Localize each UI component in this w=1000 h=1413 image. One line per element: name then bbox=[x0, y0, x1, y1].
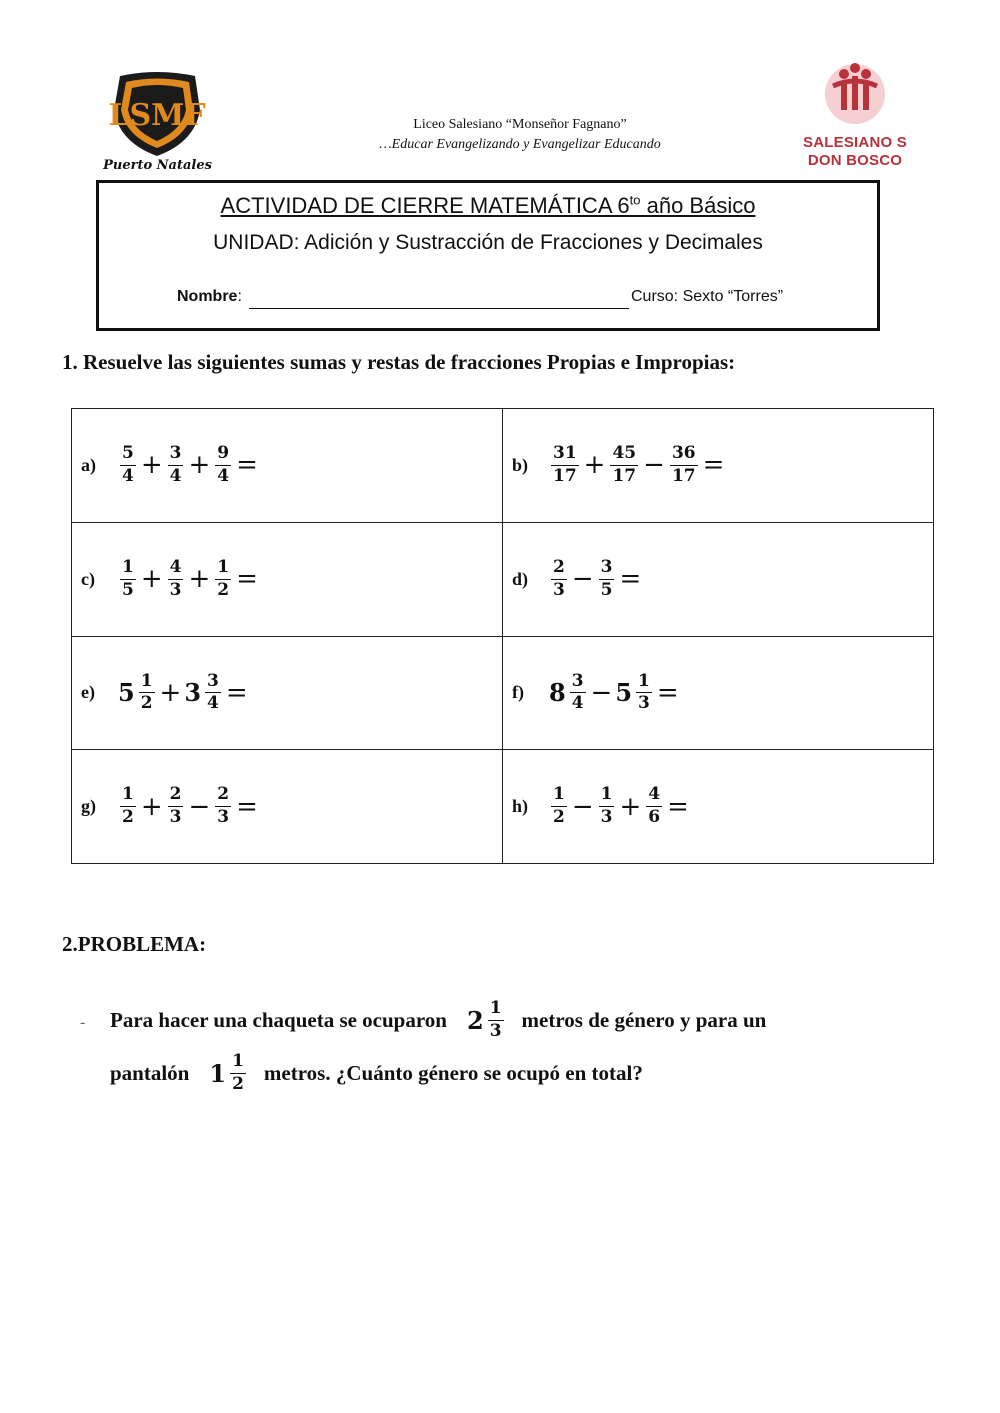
fraction bbox=[120, 556, 136, 600]
numerator: 1 bbox=[120, 786, 136, 807]
name-label bbox=[177, 288, 242, 306]
numerator: 3 bbox=[205, 673, 221, 694]
numerator: 1 bbox=[488, 1000, 504, 1021]
numerator: 3 bbox=[168, 445, 184, 466]
operator: − bbox=[188, 791, 211, 822]
math-expression bbox=[547, 556, 642, 600]
fraction bbox=[636, 670, 652, 714]
school-motto: …Educar Evangelizando y Evangelizar Educando bbox=[379, 137, 661, 152]
operator: + bbox=[159, 677, 182, 708]
denominator: 4 bbox=[207, 693, 219, 714]
fraction bbox=[670, 445, 698, 486]
operator: + bbox=[619, 791, 642, 822]
numerator: 1 bbox=[139, 673, 155, 694]
exercise-item bbox=[512, 445, 933, 486]
numerator: 4 bbox=[646, 786, 662, 807]
denominator: 2 bbox=[232, 1073, 244, 1094]
exercise-cell bbox=[72, 636, 503, 750]
whole-number: 5 bbox=[615, 678, 633, 708]
fraction bbox=[610, 445, 638, 486]
problem-line-2 bbox=[110, 1043, 643, 1103]
operator: − bbox=[643, 450, 665, 481]
operator: = bbox=[656, 677, 679, 708]
operator: = bbox=[225, 677, 248, 708]
problem-text-1a: Para hacer una chaqueta se ocuparon bbox=[110, 1007, 447, 1032]
math-expression bbox=[116, 556, 259, 600]
bullet-dash: - bbox=[80, 1014, 86, 1031]
numerator: 5 bbox=[120, 445, 136, 466]
denominator: 17 bbox=[553, 465, 577, 486]
operator: = bbox=[236, 791, 258, 822]
fraction bbox=[488, 997, 504, 1041]
exercise-cell bbox=[72, 750, 503, 864]
numerator: 1 bbox=[120, 559, 136, 580]
org-name-line2: DON BOSCO bbox=[807, 152, 903, 169]
fraction bbox=[599, 556, 615, 600]
school-name: Liceo Salesiano “Monseñor Fagnano” bbox=[413, 117, 627, 132]
numerator: 4 bbox=[168, 559, 184, 580]
crest-caption: Puerto Natales bbox=[103, 158, 212, 173]
denominator: 3 bbox=[169, 807, 182, 828]
operator: = bbox=[236, 450, 258, 481]
whole-number: 1 bbox=[209, 1058, 227, 1088]
operator: − bbox=[590, 677, 613, 708]
numerator: 3 bbox=[570, 673, 586, 694]
salesianos-logo bbox=[795, 62, 915, 172]
operator: = bbox=[619, 564, 642, 595]
math-expression bbox=[116, 670, 249, 714]
denominator: 2 bbox=[122, 807, 134, 828]
activity-title bbox=[99, 193, 877, 219]
exercise-table bbox=[71, 408, 934, 864]
denominator: 17 bbox=[612, 465, 637, 486]
numerator: 31 bbox=[551, 445, 579, 466]
fraction bbox=[230, 1050, 246, 1094]
problem-text-1b: metros de género y para un bbox=[521, 1007, 767, 1032]
denominator: 3 bbox=[600, 807, 613, 828]
denominator: 3 bbox=[638, 693, 650, 714]
denominator: 3 bbox=[217, 807, 230, 828]
operator: + bbox=[140, 791, 163, 822]
fraction bbox=[168, 445, 184, 486]
section2-heading: 2.PROBLEMA: bbox=[62, 932, 207, 956]
denominator: 5 bbox=[600, 579, 613, 600]
denominator: 2 bbox=[140, 693, 153, 714]
denominator: 2 bbox=[553, 807, 565, 828]
crest-shield-icon bbox=[100, 70, 215, 160]
operator: − bbox=[571, 564, 594, 595]
math-expression bbox=[547, 445, 725, 486]
numerator: 3 bbox=[599, 559, 615, 580]
math-expression bbox=[116, 445, 259, 486]
exercise-item bbox=[81, 556, 502, 600]
whole-number: 3 bbox=[184, 678, 202, 708]
problem-line-1 bbox=[110, 990, 766, 1050]
denominator: 3 bbox=[489, 1020, 502, 1041]
school-crest-logo bbox=[100, 70, 215, 180]
exercise-item bbox=[81, 670, 502, 714]
whole-number: 2 bbox=[466, 1005, 484, 1035]
title-text: ACTIVIDAD DE CIERRE MATEMÁTICA 6 bbox=[220, 193, 630, 219]
numerator: 36 bbox=[670, 445, 698, 466]
crest-monogram: LSMF bbox=[108, 98, 206, 133]
fraction bbox=[205, 670, 221, 714]
numerator: 1 bbox=[599, 786, 615, 807]
exercise-item bbox=[512, 556, 933, 600]
exercise-item bbox=[81, 786, 502, 827]
exercise-label: d) bbox=[512, 568, 529, 589]
unit-title: UNIDAD: Adición y Sustracción de Fracciones y Decimales bbox=[213, 231, 763, 254]
operator: = bbox=[236, 564, 258, 595]
operator: + bbox=[188, 450, 211, 481]
exercise-item bbox=[81, 445, 502, 486]
fraction bbox=[168, 556, 184, 600]
fraction bbox=[599, 786, 615, 827]
fraction bbox=[215, 786, 231, 827]
name-colon: : bbox=[237, 288, 242, 305]
operator: + bbox=[583, 450, 606, 481]
fraction bbox=[120, 786, 136, 827]
exercise-label: g) bbox=[81, 796, 96, 817]
numerator: 1 bbox=[215, 559, 231, 580]
problem-text-2a: pantalón bbox=[110, 1060, 190, 1085]
section1-heading: 1. Resuelve las siguientes sumas y restas de fracciones Propias e Impropias: bbox=[62, 350, 736, 374]
fraction bbox=[120, 445, 136, 486]
title-box bbox=[96, 180, 880, 331]
denominator: 4 bbox=[217, 465, 230, 486]
math-expression bbox=[547, 670, 680, 714]
whole-number: 8 bbox=[549, 678, 566, 708]
fraction bbox=[139, 670, 155, 714]
denominator: 4 bbox=[571, 693, 584, 714]
denominator: 6 bbox=[648, 807, 661, 828]
operator: = bbox=[702, 450, 725, 481]
whole-number: 5 bbox=[118, 678, 135, 708]
fraction bbox=[551, 786, 567, 827]
fraction bbox=[551, 556, 567, 600]
fraction bbox=[570, 670, 586, 714]
fraction bbox=[215, 556, 231, 600]
fraction bbox=[168, 786, 184, 827]
problem-text-2b: metros. ¿Cuánto género se ocupó en total? bbox=[263, 1060, 643, 1085]
salesianos-people-icon bbox=[795, 62, 915, 130]
operator: − bbox=[571, 791, 594, 822]
numerator: 1 bbox=[551, 786, 567, 807]
exercise-cell bbox=[503, 750, 934, 864]
exercise-cell bbox=[72, 522, 503, 636]
exercise-item bbox=[512, 786, 933, 827]
course-label: Curso: Sexto “Torres” bbox=[631, 288, 784, 305]
org-name-line1: SALESIANO S bbox=[803, 134, 907, 151]
numerator: 2 bbox=[215, 786, 231, 807]
exercise-cell bbox=[503, 522, 934, 636]
title-superscript: to bbox=[629, 193, 641, 208]
math-expression bbox=[116, 786, 259, 827]
operator: = bbox=[667, 791, 689, 822]
denominator: 17 bbox=[671, 465, 696, 486]
numerator: 9 bbox=[215, 445, 231, 466]
exercise-item bbox=[512, 670, 933, 714]
exercise-cell bbox=[503, 636, 934, 750]
operator: + bbox=[188, 564, 211, 595]
name-label-text: Nombre bbox=[177, 288, 238, 305]
exercise-label: c) bbox=[81, 568, 95, 589]
fraction bbox=[646, 786, 662, 827]
denominator: 5 bbox=[122, 579, 134, 600]
operator: + bbox=[140, 564, 163, 595]
denominator: 4 bbox=[169, 465, 182, 486]
exercise-label: b) bbox=[512, 454, 529, 475]
numerator: 1 bbox=[230, 1053, 246, 1074]
denominator: 3 bbox=[553, 579, 565, 600]
denominator: 3 bbox=[169, 579, 182, 600]
fraction bbox=[215, 445, 231, 486]
fraction bbox=[551, 445, 579, 486]
denominator: 4 bbox=[122, 465, 134, 486]
title-grade: año Básico bbox=[640, 193, 756, 219]
math-expression bbox=[547, 786, 690, 827]
numerator: 2 bbox=[168, 786, 184, 807]
denominator: 2 bbox=[217, 579, 230, 600]
exercise-label: f) bbox=[512, 682, 524, 703]
problem-mixed-number-1 bbox=[465, 997, 508, 1041]
exercise-cell bbox=[72, 409, 503, 523]
exercise-cell bbox=[503, 409, 934, 523]
numerator: 45 bbox=[610, 445, 638, 466]
exercise-label: a) bbox=[81, 454, 96, 475]
name-field-line[interactable] bbox=[249, 308, 629, 309]
exercise-label: h) bbox=[512, 796, 529, 817]
numerator: 2 bbox=[551, 559, 567, 580]
operator: + bbox=[140, 450, 163, 481]
problem-mixed-number-2 bbox=[207, 1050, 250, 1094]
numerator: 1 bbox=[636, 673, 652, 694]
exercise-label: e) bbox=[81, 682, 95, 703]
